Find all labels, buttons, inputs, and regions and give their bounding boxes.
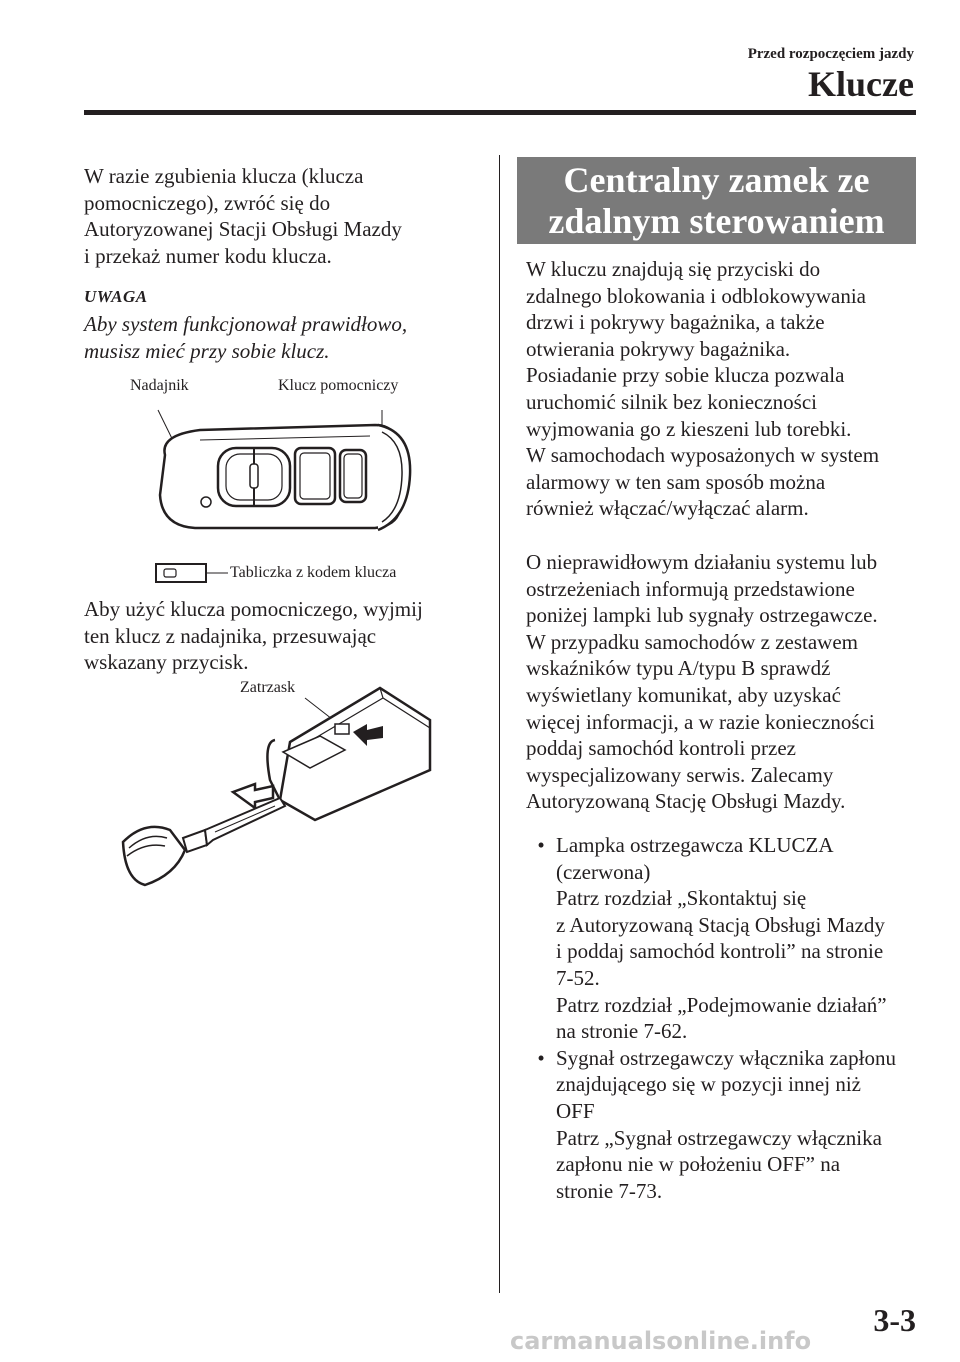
warnings-paragraph: O nieprawidłowym działaniu systemu lub ostrzeżeniach informują przedstawione poniżej lampki lub sygnały ostrzegawcze. W przypadku samochodów z zestawem wskaźników typu A/typu B sprawdź wyświetlany komunikat, aby uzyskać więcej informacji, a w razie konieczności poddaj samochód kontroli przez wyspecjalizowany serwis. Zalecamy Autoryzowaną Stację Obsługi Mazdy. [526,550,878,814]
bullet-icon: • [537,1045,545,1070]
column-divider [499,155,500,1293]
section-header: Przed rozpoczęciem jazdy [747,46,914,62]
page-number: 3-3 [873,1302,916,1338]
list-item-text: Sygnał ostrzegawczy włącznika zapłonu znajdującego się w pozycji innej niż OFF Patrz „Sygnał ostrzegawczy włącznika zapłonu nie w położeniu OFF” na stronie 7-73. [556,1045,896,1203]
remote-lock-paragraph: W kluczu znajdują się przyciski do zdalnego blokowania i odblokowywania drzwi i pokrywy bagażnika, a także otwierania pokrywy bagażnika. Posiadanie przy sobie klucza pozwala uruchomić silnik bez konieczności wyjmowania go z kieszeni lub torebki. W samochodach wyposażonych w system alarmowy w ten sam sposób można również włączać/wyłączać alarm. [526,257,880,521]
instruction-paragraph: Aby użyć klucza pomocniczego, wyjmij ten klucz z nadajnika, przesuwając wskazany przycisk. [84,597,423,675]
list-item [526,832,926,1045]
label-aux-key: Klucz pomocniczy [278,377,399,394]
list-item-text: Lampka ostrzegawcza KLUCZA (czerwona) Patrz rozdział „Skontaktuj się z Autoryzowaną Stacją Obsługi Mazdy i poddaj samochód kontroli” na stronie 7-52. Patrz rozdział „Podejmowanie działań” na stronie 7-62. [556,833,887,1044]
header-rule [84,110,916,115]
note-text: Aby system funkcjonował prawidłowo, musisz mieć przy sobie klucz. [84,312,408,363]
watermark: carmanualsonline.info [510,1327,812,1355]
aux-key-removal-figure [115,680,445,900]
key-fob-figure [120,370,450,590]
label-latch: Zatrzask [240,679,296,696]
list-item [526,1045,926,1205]
section-banner [517,157,916,244]
section-banner-title: Centralny zamek ze zdalnym sterowaniem [548,159,885,241]
page-title: Klucze [808,64,914,104]
label-transmitter: Nadajnik [130,377,189,394]
label-code-plate: Tabliczka z kodem klucza [230,564,397,581]
aux-key-removal-illustration [115,680,445,900]
warning-list [526,832,926,1204]
key-fob-illustration [120,370,450,590]
note-label: UWAGA [84,287,148,306]
intro-paragraph: W razie zgubienia klucza (klucza pomocniczego), zwróć się do Autoryzowanej Stacji Obsługi Mazdy i przekaż numer kodu klucza. [84,164,402,268]
bullet-icon: • [537,833,545,857]
